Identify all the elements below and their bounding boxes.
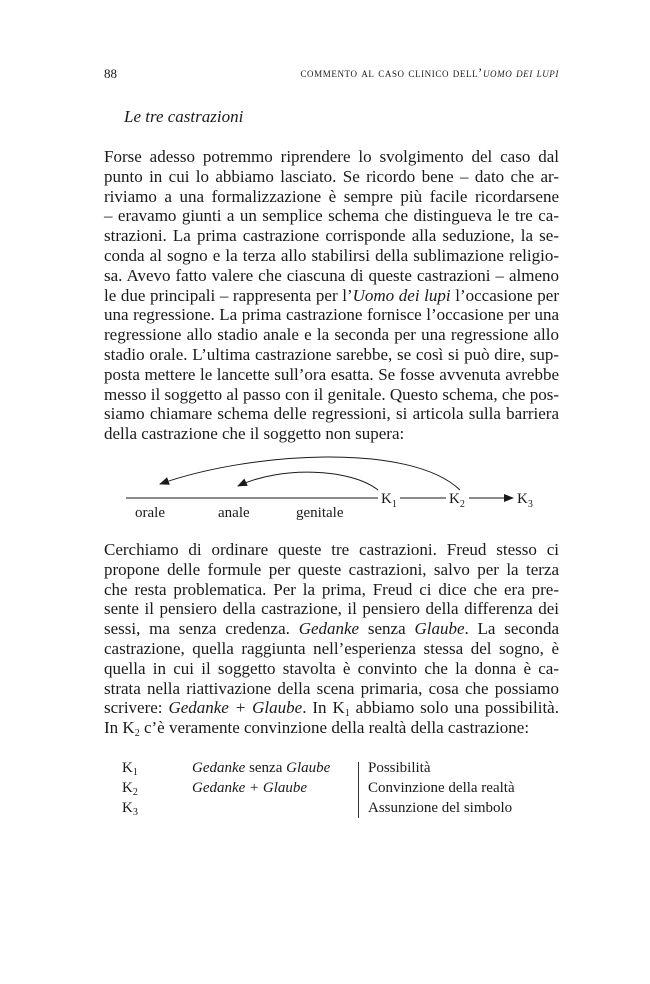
text-line	[104, 698, 559, 718]
text-line	[104, 246, 559, 266]
text-run: In K	[104, 718, 135, 738]
text-run: siamo chiamare schema delle regressioni, si articola sulla barriera	[104, 404, 559, 424]
text-line	[104, 226, 559, 246]
section-title: Le tre castrazioni	[124, 107, 244, 126]
text-run: strata nella riattivazione della scena primaria, cosa che possiamo	[104, 678, 559, 698]
k-cell: $K_3$	[122, 800, 138, 818]
text-run: sessi, ma senza credenza.	[104, 619, 299, 639]
k3-label: $K_3$	[517, 491, 533, 510]
k2-label: $K_2$	[449, 491, 465, 510]
label-orale: orale	[135, 505, 165, 521]
text-run: Cerchiamo di ordinare queste tre castrazioni. Freud stesso ci	[104, 540, 559, 559]
text-run: una regressione. La prima castrazione fornisce l’occasione per una	[104, 305, 559, 325]
text-run: sente il pensiero della castrazione, il pensiero della differenza dei	[104, 599, 559, 619]
text-run: castrazione, quella raggiunta nell’esperienza stessa del sogno, è	[104, 638, 559, 658]
text-run: . La seconda	[464, 619, 559, 639]
italic-term: Gedanke + Glaube	[168, 698, 303, 718]
text-line	[104, 365, 559, 385]
text-run: le due principali – rappresenta per l’	[104, 285, 353, 305]
arc-k1-to-anale	[238, 472, 378, 490]
text-run: propone delle formule per queste castrazioni, salvo per la terza	[104, 559, 559, 579]
text-line	[104, 580, 559, 600]
result-cell: Possibilità	[368, 760, 431, 776]
text-line	[104, 679, 559, 699]
text-line	[104, 286, 559, 306]
text-run: conda al sogno e la terza allo stabilirsi della sublimazione religio-	[104, 245, 559, 265]
text-run: punto in cui lo abbiamo lasciato. Se ricordo bene – dato che ar-	[104, 166, 559, 186]
text-run: Forse adesso potremmo riprendere lo svolgimento del caso dal	[104, 147, 559, 166]
text-run: scrivere:	[104, 698, 169, 718]
paragraph-2	[104, 540, 559, 738]
text-line	[104, 639, 559, 659]
italic-term: Glaube	[414, 619, 465, 639]
table-row	[122, 760, 542, 780]
text-run: senza	[359, 619, 415, 639]
formula-cell: Gedanke + Glaube	[192, 780, 308, 796]
paragraph-1	[104, 147, 559, 444]
text-line	[104, 560, 559, 580]
text-line	[104, 167, 559, 187]
text-run: . In K	[302, 698, 345, 718]
text-line	[104, 404, 559, 424]
text-run: riviamo a una formalizzazione è sempre più facile ricordarsene	[104, 186, 559, 206]
label-anale: anale	[218, 505, 250, 521]
text-run: l’occasione per	[450, 285, 559, 305]
regression-diagram	[120, 450, 570, 530]
text-run: c’è veramente convinzione della realtà della castrazione:	[139, 718, 530, 738]
text-run: strazioni. La prima castrazione corrisponde alla seduzione, la se-	[104, 226, 559, 246]
running-head	[300, 66, 559, 81]
subscript: 2	[134, 728, 140, 740]
text-line	[104, 305, 559, 325]
text-run: che resta problematica. Per la prima, Freud ci dice che era pre-	[104, 579, 559, 599]
italic-title: Uomo dei lupi	[352, 285, 451, 305]
text-run: abbiamo solo una possibilità.	[349, 698, 559, 718]
text-run: – eravamo giunti a un semplice schema che distingueva le tre ca-	[104, 206, 559, 226]
text-line	[104, 599, 559, 619]
text-line	[104, 659, 559, 679]
k-cell: $K_1$	[122, 760, 138, 778]
text-line	[104, 206, 559, 226]
text-line	[104, 147, 559, 167]
text-line	[104, 424, 559, 444]
text-line	[104, 540, 559, 560]
castration-table	[122, 760, 542, 820]
result-cell: Assunzione del simbolo	[368, 800, 513, 816]
running-head-title: uomo dei lupi	[482, 66, 559, 80]
page-number: 88	[104, 66, 117, 81]
text-run: della castrazione che il soggetto non supera:	[104, 424, 405, 444]
running-header	[104, 66, 559, 84]
k-cell: $K_2$	[122, 780, 138, 798]
italic-term: Gedanke	[298, 619, 360, 639]
text-line	[104, 325, 559, 345]
formula-cell: Gedanke senza Glaube	[192, 760, 331, 776]
arc-k2-to-orale	[160, 457, 460, 490]
text-line	[104, 718, 559, 738]
text-run: messo il soggetto al passo con il genitale. Questo schema, che pos-	[104, 384, 559, 404]
label-genitale: genitale	[296, 505, 344, 521]
text-run: sa. Avevo fatto valere che ciascuna di queste castrazioni – almeno	[104, 265, 559, 285]
subscript: 1	[344, 708, 350, 720]
text-line	[104, 266, 559, 286]
text-run: stadio orale. L’ultima castrazione sarebbe, se così si può dire, sup-	[104, 344, 559, 364]
running-head-prefix: commento al caso clinico dell’	[300, 66, 483, 80]
text-line	[104, 345, 559, 365]
text-run: posta mettere le lancette sull’ora esatta. Se fosse avvenuta avrebbe	[104, 364, 559, 384]
result-cell: Convinzione della realtà	[368, 780, 515, 796]
k1-label: $K_1$	[381, 491, 397, 510]
table-row	[122, 780, 542, 800]
text-run: regressione allo stadio anale e la seconda per una regressione allo	[104, 325, 559, 345]
text-line	[104, 187, 559, 207]
text-run: quella in cui il soggetto stavolta è convinto che la donna è ca-	[104, 658, 559, 678]
table-row	[122, 800, 542, 820]
text-line	[104, 619, 559, 639]
text-line	[104, 385, 559, 405]
